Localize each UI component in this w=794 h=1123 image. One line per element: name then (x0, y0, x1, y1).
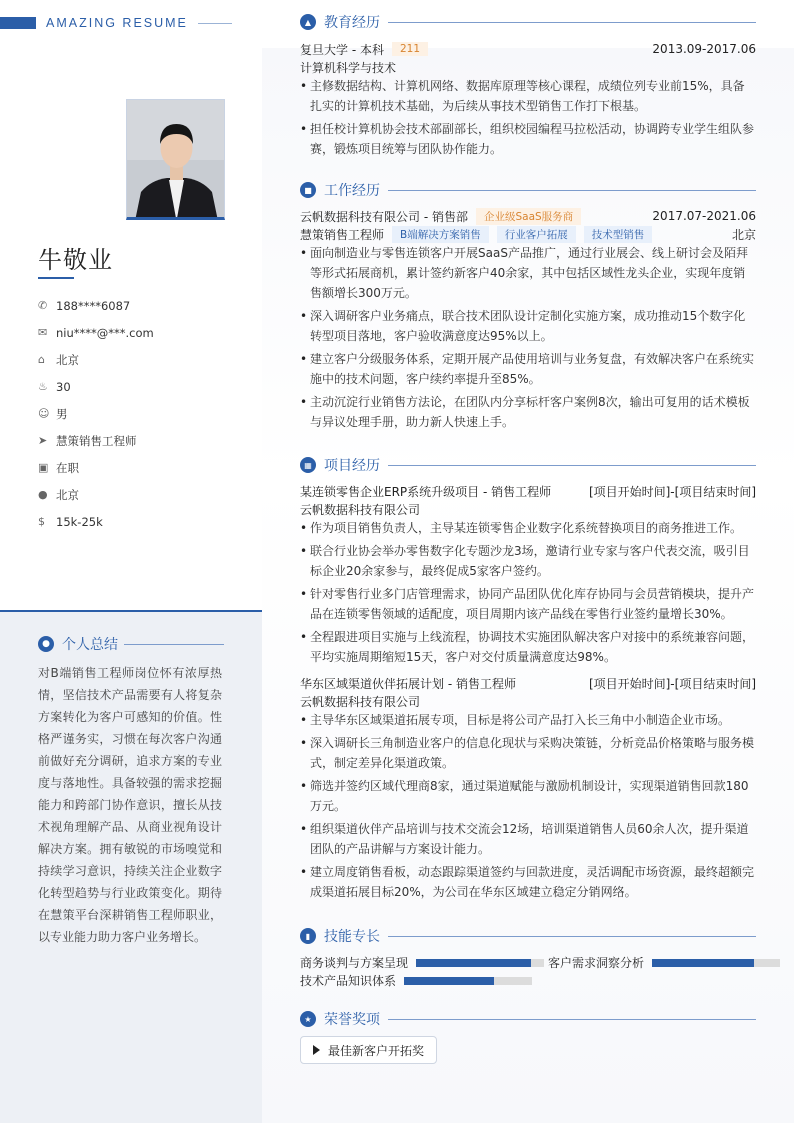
name-underline (38, 277, 74, 279)
info-text: 188****6087 (56, 298, 131, 313)
list-item: • 筛选并签约区域代理商8家，通过渠道赋能与激励机制设计，实现渠道销售回款180万元。 (300, 776, 756, 816)
info-city (38, 346, 248, 373)
info-age (38, 373, 248, 400)
info-status (38, 454, 248, 481)
project-period: [项目开始时间]-[项目结束时间] (588, 676, 756, 691)
work-period: 2017.07-2021.06 (652, 209, 756, 223)
info-location (38, 481, 248, 508)
work-bullets (300, 243, 756, 435)
skill-item (548, 954, 780, 971)
work-role-row (300, 225, 756, 243)
list-item: • 建立周度销售看板，动态跟踪渠道签约与回款进度，灵活调配市场资源，最终超额完成渠道拓展目标20%，为公司在华东区域建立稳定分销网络。 (300, 862, 756, 902)
education-period: 2013.09-2017.06 (652, 42, 756, 56)
school-tag: 211 (392, 42, 428, 56)
info-text: 15k-25k (56, 514, 103, 529)
phone-icon: ✆ (38, 299, 48, 312)
education-major-row (300, 58, 756, 76)
school-name: 复旦大学 - 本科 (300, 42, 384, 57)
graduation-cap-icon: ▲ (300, 14, 316, 30)
projects-title: 项目经历 (324, 458, 380, 474)
project-name-row (300, 674, 756, 692)
skill-bar (404, 977, 532, 985)
education-school-row (300, 40, 756, 58)
profile-photo (126, 99, 225, 220)
info-text: niu****@***.com (56, 325, 154, 340)
list-item: • 主动沉淀行业销售方法论，在团队内分享标杆客户案例8次，输出可复用的话术模板与异议处理手册，助力新人快速上手。 (300, 392, 756, 432)
skill-bar (416, 959, 544, 967)
profile-name: 牛敬业 (38, 246, 113, 274)
award-name: 最佳新客户开拓奖 (328, 1043, 425, 1058)
project-company: 云帆数据科技有限公司 (300, 694, 421, 709)
skill-name: 商务谈判与方案呈现 (300, 956, 409, 970)
heading-divider (124, 644, 224, 645)
skill-name: 客户需求洞察分析 (548, 956, 645, 970)
project-company-row (300, 692, 756, 710)
award-icon: ★ (300, 1011, 316, 1027)
skill-item (300, 972, 532, 989)
work-title: 工作经历 (324, 183, 380, 199)
awards-title: 荣誉奖项 (324, 1012, 380, 1028)
skill-bar-fill (652, 959, 754, 967)
info-target-job (38, 427, 248, 454)
skill-bar (652, 959, 780, 967)
education-major: 计算机科学与技术 (300, 60, 397, 75)
list-item: • 作为项目销售负责人，主导某连锁零售企业数字化系统替换项目的商务推进工作。 (300, 518, 756, 538)
company-tag: 企业级SaaS服务商 (476, 208, 581, 225)
bar-chart-icon: ▮ (300, 928, 316, 944)
heading-divider (388, 22, 756, 23)
info-gender (38, 400, 248, 427)
list-item: • 联合行业协会举办零售数字化专题沙龙3场，邀请行业专家与客户代表交流，吸引目标企业20余家参与，最终促成5家客户签约。 (300, 541, 756, 581)
heading-divider (388, 936, 756, 937)
project-name: 华东区域渠道伙伴拓展计划 - 销售工程师 (300, 676, 516, 691)
info-phone (38, 292, 248, 319)
education-bullets (300, 76, 756, 162)
projects-heading (300, 455, 756, 475)
info-email (38, 319, 248, 346)
list-item: • 主导华东区域渠道拓展专项，目标是将公司产品打入长三角中小制造企业市场。 (300, 710, 756, 730)
play-icon (313, 1045, 320, 1055)
location-icon: ● (38, 488, 48, 501)
role-tag: 技术型销售 (584, 226, 653, 243)
email-icon: ✉ (38, 326, 48, 339)
project-period: [项目开始时间]-[项目结束时间] (588, 484, 756, 499)
list-item: • 面向制造业与零售连锁客户开展SaaS产品推广，通过行业展会、线上研讨会及陌拜等形式拓展商机，累计签约新客户40余家，其中包括区域性龙头企业，实现年度销售额增长300万元。 (300, 243, 756, 303)
info-salary (38, 508, 248, 535)
user-icon: ● (38, 636, 54, 652)
info-text: 在职 (56, 460, 79, 475)
work-heading (300, 180, 756, 200)
skills-heading (300, 926, 756, 946)
sidebar (0, 0, 262, 1123)
list-item: • 担任校计算机协会技术部副部长，组织校园编程马拉松活动，协调跨专业学生组队参赛，锻炼项目统筹与团队协作能力。 (300, 119, 756, 159)
briefcase-icon: ▣ (38, 461, 49, 474)
brand-bar (0, 17, 36, 29)
contact-info-list (38, 292, 248, 535)
heading-divider (388, 1019, 756, 1020)
job-role: 慧策销售工程师 (300, 227, 385, 242)
role-tag: B端解决方案销售 (392, 226, 489, 243)
work-company-row (300, 207, 756, 225)
gender-icon: ☺ (38, 407, 50, 420)
heading-divider (388, 190, 756, 191)
list-item: • 深入调研长三角制造业客户的信息化现状与采购决策链，分析竞品价格策略与服务模式，制定差异化渠道政策。 (300, 733, 756, 773)
skill-item (300, 954, 544, 971)
info-text: 男 (56, 406, 68, 421)
brand-title: AMAZING RESUME (46, 16, 188, 30)
home-icon: ⌂ (38, 353, 45, 366)
project-bullets (300, 710, 756, 905)
salary-icon: $ (38, 515, 45, 528)
project-bullets (300, 518, 756, 670)
award-item (300, 1036, 437, 1064)
info-text: 北京 (56, 487, 79, 502)
skill-name: 技术产品知识体系 (300, 974, 397, 988)
education-title: 教育经历 (324, 15, 380, 31)
skills-title: 技能专长 (324, 929, 380, 945)
send-icon: ➤ (38, 434, 48, 447)
brand-header (0, 14, 232, 32)
heading-divider (388, 465, 756, 466)
project-name: 某连锁零售企业ERP系统升级项目 - 销售工程师 (300, 484, 552, 499)
cake-icon: ♨ (38, 380, 48, 393)
role-tag: 行业客户拓展 (497, 226, 576, 243)
skill-bar-fill (416, 959, 531, 967)
skill-bar-fill (404, 977, 494, 985)
briefcase-icon: ■ (300, 182, 316, 198)
summary-text: 对B端销售工程师岗位怀有浓厚热情，坚信技术产品需要有人将复杂方案转化为客户可感知的价值。性格严谨务实，习惯在每次客户沟通前做好充分调研，追求方案的专业度与落地性。具备较强的需求挖掘能力和跨部门协作意识，擅长从技术视角理解产品、从商业视角设计解决方案。拥有敏锐的市场嗅觉和持续学习意识，持续关注企业数字化转型趋势与行业政策变化。期待在慧策平台深耕销售工程师职业，以专业能力助力客户业务增长。 (38, 666, 222, 944)
summary-heading (38, 634, 224, 654)
portrait-image (127, 100, 225, 220)
info-text: 北京 (56, 352, 79, 367)
list-item: • 深入调研客户业务痛点，联合技术团队设计定制化实施方案，成功推动15个数字化转型项目落地，客户验收满意度达95%以上。 (300, 306, 756, 346)
info-text: 慧策销售工程师 (56, 433, 137, 448)
list-item: • 建立客户分级服务体系，定期开展产品使用培训与业务复盘，有效解决客户在系统实施中的技术问题，客户续约率提升至85%。 (300, 349, 756, 389)
project-company-row (300, 500, 756, 518)
list-item: • 全程跟进项目实施与上线流程，协调技术实施团队解决客户对接中的系统兼容问题，平均实施周期缩短15天，客户对交付质量满意度达98%。 (300, 627, 756, 667)
education-heading (300, 12, 756, 32)
summary-title: 个人总结 (62, 637, 118, 653)
project-company: 云帆数据科技有限公司 (300, 502, 421, 517)
company-name: 云帆数据科技有限公司 - 销售部 (300, 209, 468, 224)
list-item: • 组织渠道伙伴产品培训与技术交流会12场，培训渠道销售人员60余人次，提升渠道团队的产品讲解与方案设计能力。 (300, 819, 756, 859)
grid-icon: ▦ (300, 457, 316, 473)
work-location: 北京 (731, 227, 756, 242)
list-item: • 针对零售行业多门店管理需求，协同产品团队优化库存协同与会员营销模块，提升产品在连锁零售领域的适配度，项目周期内该产品线在零售行业签约量增长30%。 (300, 584, 756, 624)
project-name-row (300, 482, 756, 500)
brand-divider (198, 23, 232, 24)
list-item: • 主修数据结构、计算机网络、数据库原理等核心课程，成绩位列专业前15%，具备扎实的计算机技术基础，为后续从事技术型销售工作打下根基。 (300, 76, 756, 116)
info-text: 30 (56, 379, 71, 394)
awards-heading (300, 1009, 756, 1029)
